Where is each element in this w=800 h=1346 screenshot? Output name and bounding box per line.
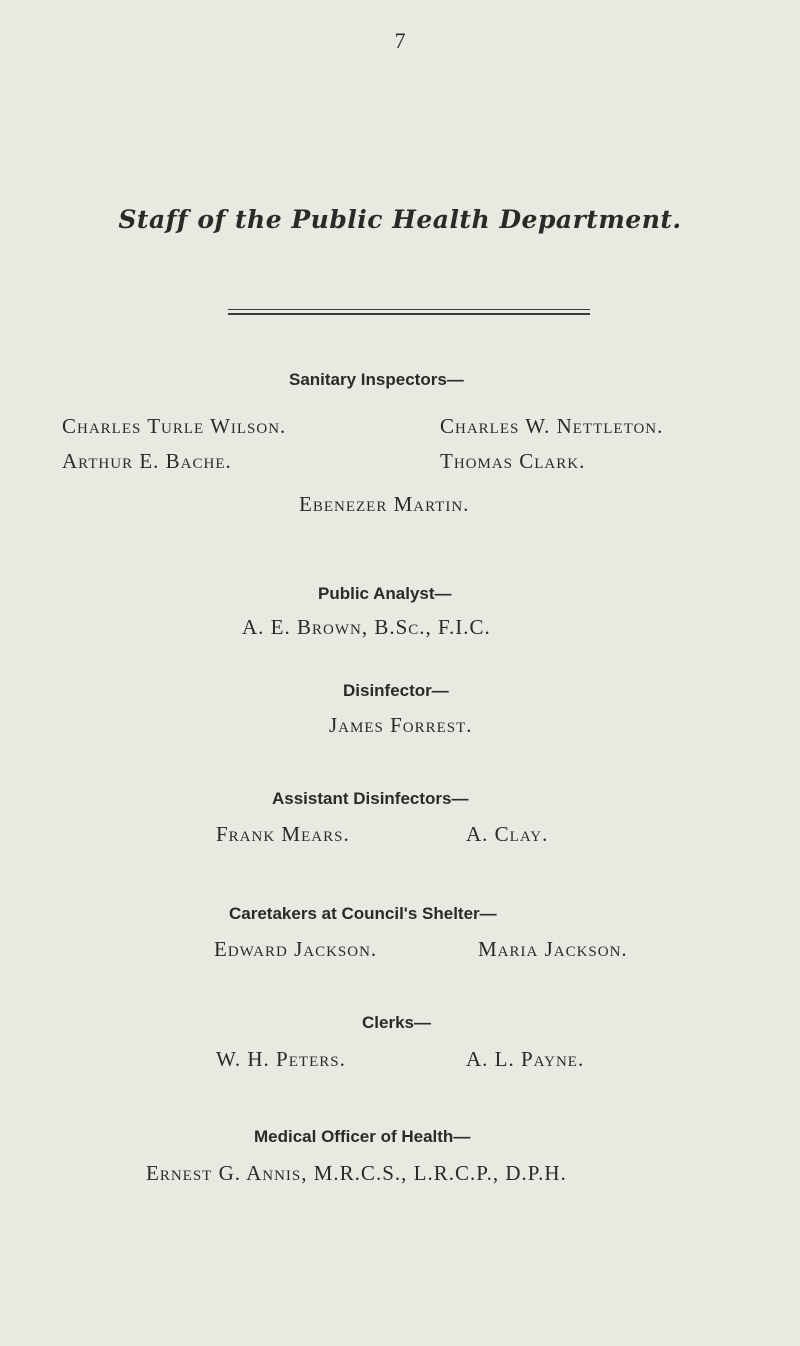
staff-name: Charles W. Nettleton.	[440, 414, 664, 438]
staff-name: A. E. Brown, B.Sc., F.I.C.	[242, 615, 491, 639]
page-title: Staff of the Public Health Department.	[118, 205, 682, 234]
title-divider-top	[228, 309, 590, 310]
staff-name: Thomas Clark.	[440, 449, 586, 473]
sanitary-inspectors-heading: Sanitary Inspectors—	[289, 370, 464, 389]
medical-officer-heading: Medical Officer of Health—	[254, 1127, 471, 1146]
staff-name: A. Clay.	[466, 822, 549, 846]
staff-name: Edward Jackson.	[214, 937, 378, 961]
staff-name: Ernest G. Annis, M.R.C.S., L.R.C.P., D.P.H.	[146, 1161, 567, 1185]
public-analyst-heading: Public Analyst—	[318, 584, 452, 603]
staff-name: Maria Jackson.	[478, 937, 628, 961]
title-divider-bottom	[228, 313, 590, 315]
clerks-heading: Clerks—	[362, 1013, 431, 1032]
page-number: 7	[394, 28, 406, 53]
staff-name: James Forrest.	[329, 713, 473, 737]
staff-name: W. H. Peters.	[216, 1047, 346, 1071]
staff-name: Frank Mears.	[216, 822, 350, 846]
assistant-disinfectors-heading: Assistant Disinfectors—	[272, 789, 469, 808]
staff-name: Charles Turle Wilson.	[62, 414, 287, 438]
caretakers-heading: Caretakers at Council's Shelter—	[229, 904, 497, 923]
disinfector-heading: Disinfector—	[343, 681, 449, 700]
staff-name: Ebenezer Martin.	[299, 492, 470, 516]
staff-name: A. L. Payne.	[466, 1047, 585, 1071]
staff-name: Arthur E. Bache.	[62, 449, 232, 473]
